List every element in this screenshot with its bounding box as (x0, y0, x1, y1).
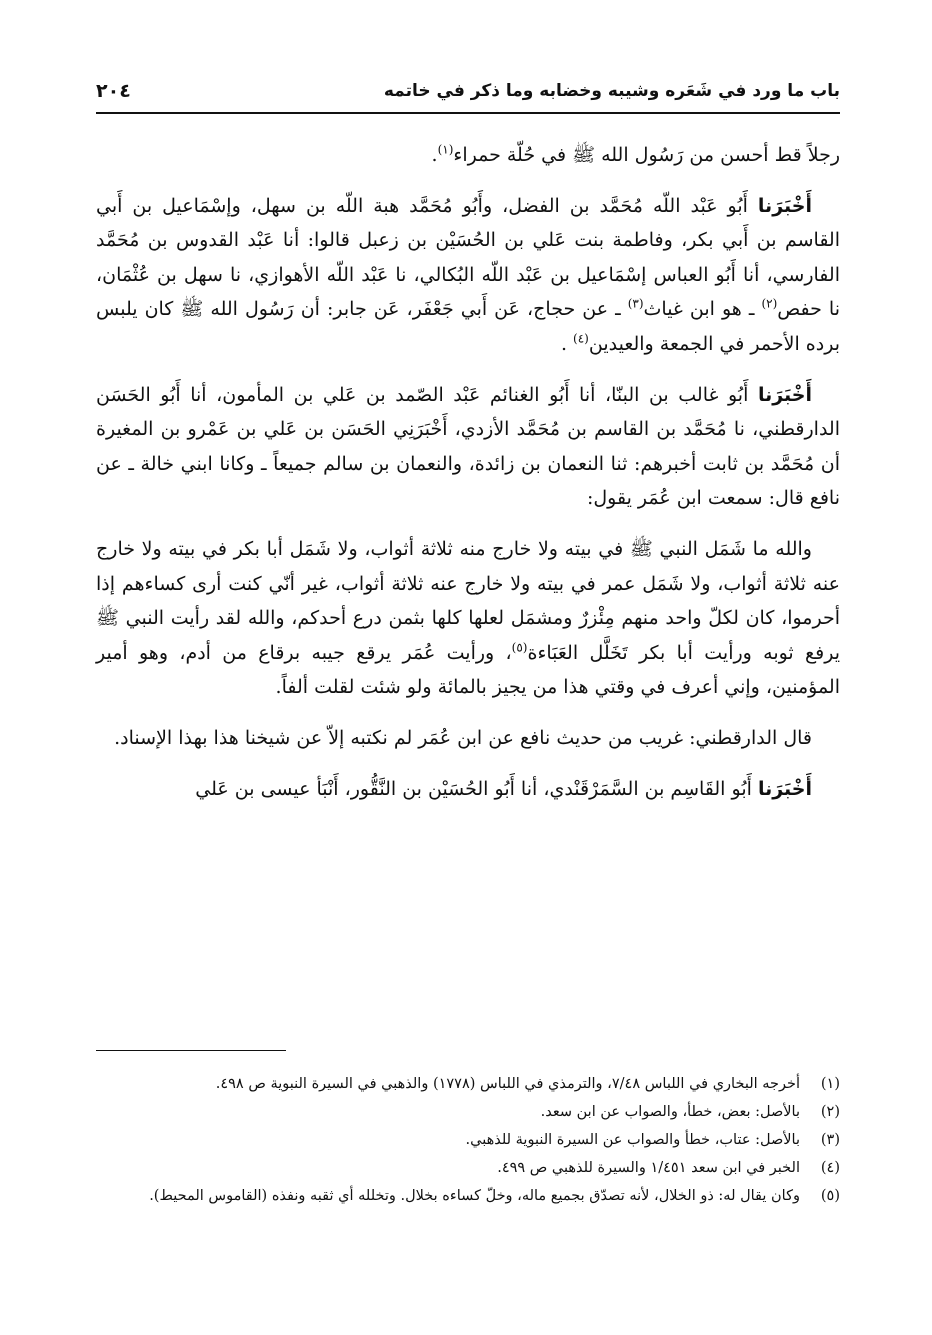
footnote-ref-3: (٣) (627, 297, 644, 312)
chapter-title: باب ما ورد في شَعَره وشيبه وخضابه وما ذكر في خاتمه (383, 81, 840, 101)
paragraph-5: قال الدارقطني: غريب من حديث نافع عن ابن عُمَر لم نكتبه إلاّ عن شيخنا هذا بهذا الإسناد. (114, 726, 812, 749)
footnote-ref-1: (١) (437, 142, 454, 157)
page-header (96, 70, 840, 114)
footnote-number: (١) (820, 1076, 840, 1092)
footnote-text: بالأصل: بعض، خطأ، والصواب عن ابن سعد. (540, 1104, 800, 1120)
paragraph-3: أَخْبَرَنا أَبُو غالب بن البنّا، أنا أَبُو الغنائم عَبْد الصّمد بن عَلي بن المأمون، أنا أَبُو الحَسَن الدارقطني، نا مُحَمَّد بن القاسم بن مُحَمَّد الأزدي، أَخْبَرَنِي الحَسَن بن عَلي بن عَمْرو بن المغيرة أن مُحَمَّد بن ثابت أخبرهم: ثنا النعمان بن زائدة، والنعمان بن سالم جميعاً ـ وكانا ابني خالة ـ عن نافع قال: سمعت ابن عُمَر يقول: (96, 383, 840, 510)
footnote-number: (٣) (820, 1132, 840, 1148)
paragraph-4: والله ما شَمَل النبي ﷺ في بيته ولا خارج منه ثلاثة أثواب، ولا شَمَل أبا بكر في بيته ولا خارج عنه ثلاثة أثواب، ولا شَمَل عمر في بيته ولا خارج عنه ثلاثة أثواب، غير أنّي كنت أرى كساءهم إذا أحرموا، كان لكلّ واحد منهم مِئْزرٌ ومشمَل لعلها كلها بثمن درع أحدكم، والله لقد رأيت النبي ﷺ يرفع ثوبه ورأيت أبا بكر تَخَلَّل العَبَاءة$^{(٥)}$، ورأيت عُمَر يرقع جيبه برقاع من أدم، وهو أمير المؤمنين، وإني أعرف في وقتي هذا من يجيز بالمائة ولو شئت لقلت ألفاً. (96, 537, 840, 699)
footnote-number: (٤) (820, 1160, 840, 1176)
footnote-text: الخبر في ابن سعد ١/٤٥١ والسيرة للذهبي ص ٤٩٩. (497, 1160, 800, 1176)
footnote (96, 1070, 840, 1098)
footnote-ref-2: (٢) (761, 297, 778, 312)
footnote-text: وكان يقال له: ذو الخلال، لأنه تصدّق بجميع ماله، وخلّ كساءه بخلال. وتخلله أي ثقبه ونفذه (القاموس المحيط). (149, 1188, 800, 1204)
footnote (96, 1126, 840, 1154)
footnote-ref-5: (٥) (511, 640, 528, 655)
paragraph-1: رجلاً قط أحسن من رَسُول الله ﷺ في حُلّة حمراء$^{(١)}$. (431, 142, 840, 166)
paragraph-2: أَخْبَرَنا أَبُو عَبْد اللّه مُحَمَّد بن الفضل، وأَبُو مُحَمَّد هبة اللّه بن سهل، وإسْمَاعيل بن أَبي القاسم بن أَبي بكر، وفاطمة بنت عَلي بن الحُسَيْن بن زعبل قالوا: أنا عَبْد القدوس بن مُحَمَّد الفارسي، أنا أَبُو العباس إسْمَاعيل بن عَبْد اللّه البُكالي، نا عَبْد اللّه الأهوازي، نا سهل بن عُثْمَان، نا حفص$^{(٢)}$ ـ هو ابن غياث$^{(٣)}$ ـ عن حجاج، عَن أَبي جَعْفَر، عَن جابر: أن رَسُول الله ﷺ كان يلبس برده الأحمر في الجمعة والعيدين$^{(٤)}$ . (96, 194, 841, 355)
paragraph-6: أَخْبَرَنا أَبُو القَاسِم بن السَّمَرْقَنْدي، أنا أَبُو الحُسَيْن بن النَّقُّور، أَنْبَأ عيسى بن عَلي (195, 777, 812, 800)
footnote-number: (٥) (820, 1188, 840, 1204)
akhbarana-keyword: أَخْبَرَنا (757, 194, 812, 217)
footnote-ref-4: (٤) (573, 331, 589, 346)
akhbarana-keyword: أَخْبَرَنا (757, 777, 812, 800)
page-number: ٢٠٤ (96, 80, 131, 102)
footnote-text: بالأصل: عتاب، خطأ والصواب عن السيرة النبوية للذهبي. (465, 1132, 800, 1148)
footnote-divider (96, 1050, 286, 1051)
footnote-number: (٢) (820, 1104, 840, 1120)
footnote-text: أخرجه البخاري في اللباس ٧/٤٨، والترمذي في اللباس (١٧٧٨) والذهبي في السيرة النبوية ص ٤٩٨. (215, 1076, 800, 1092)
main-text (96, 138, 840, 822)
footnote (96, 1154, 840, 1182)
footnote (96, 1098, 840, 1126)
akhbarana-keyword: أَخْبَرَنا (757, 383, 812, 406)
book-page (96, 70, 840, 1300)
footnote (96, 1182, 840, 1210)
footnotes (96, 1070, 840, 1210)
